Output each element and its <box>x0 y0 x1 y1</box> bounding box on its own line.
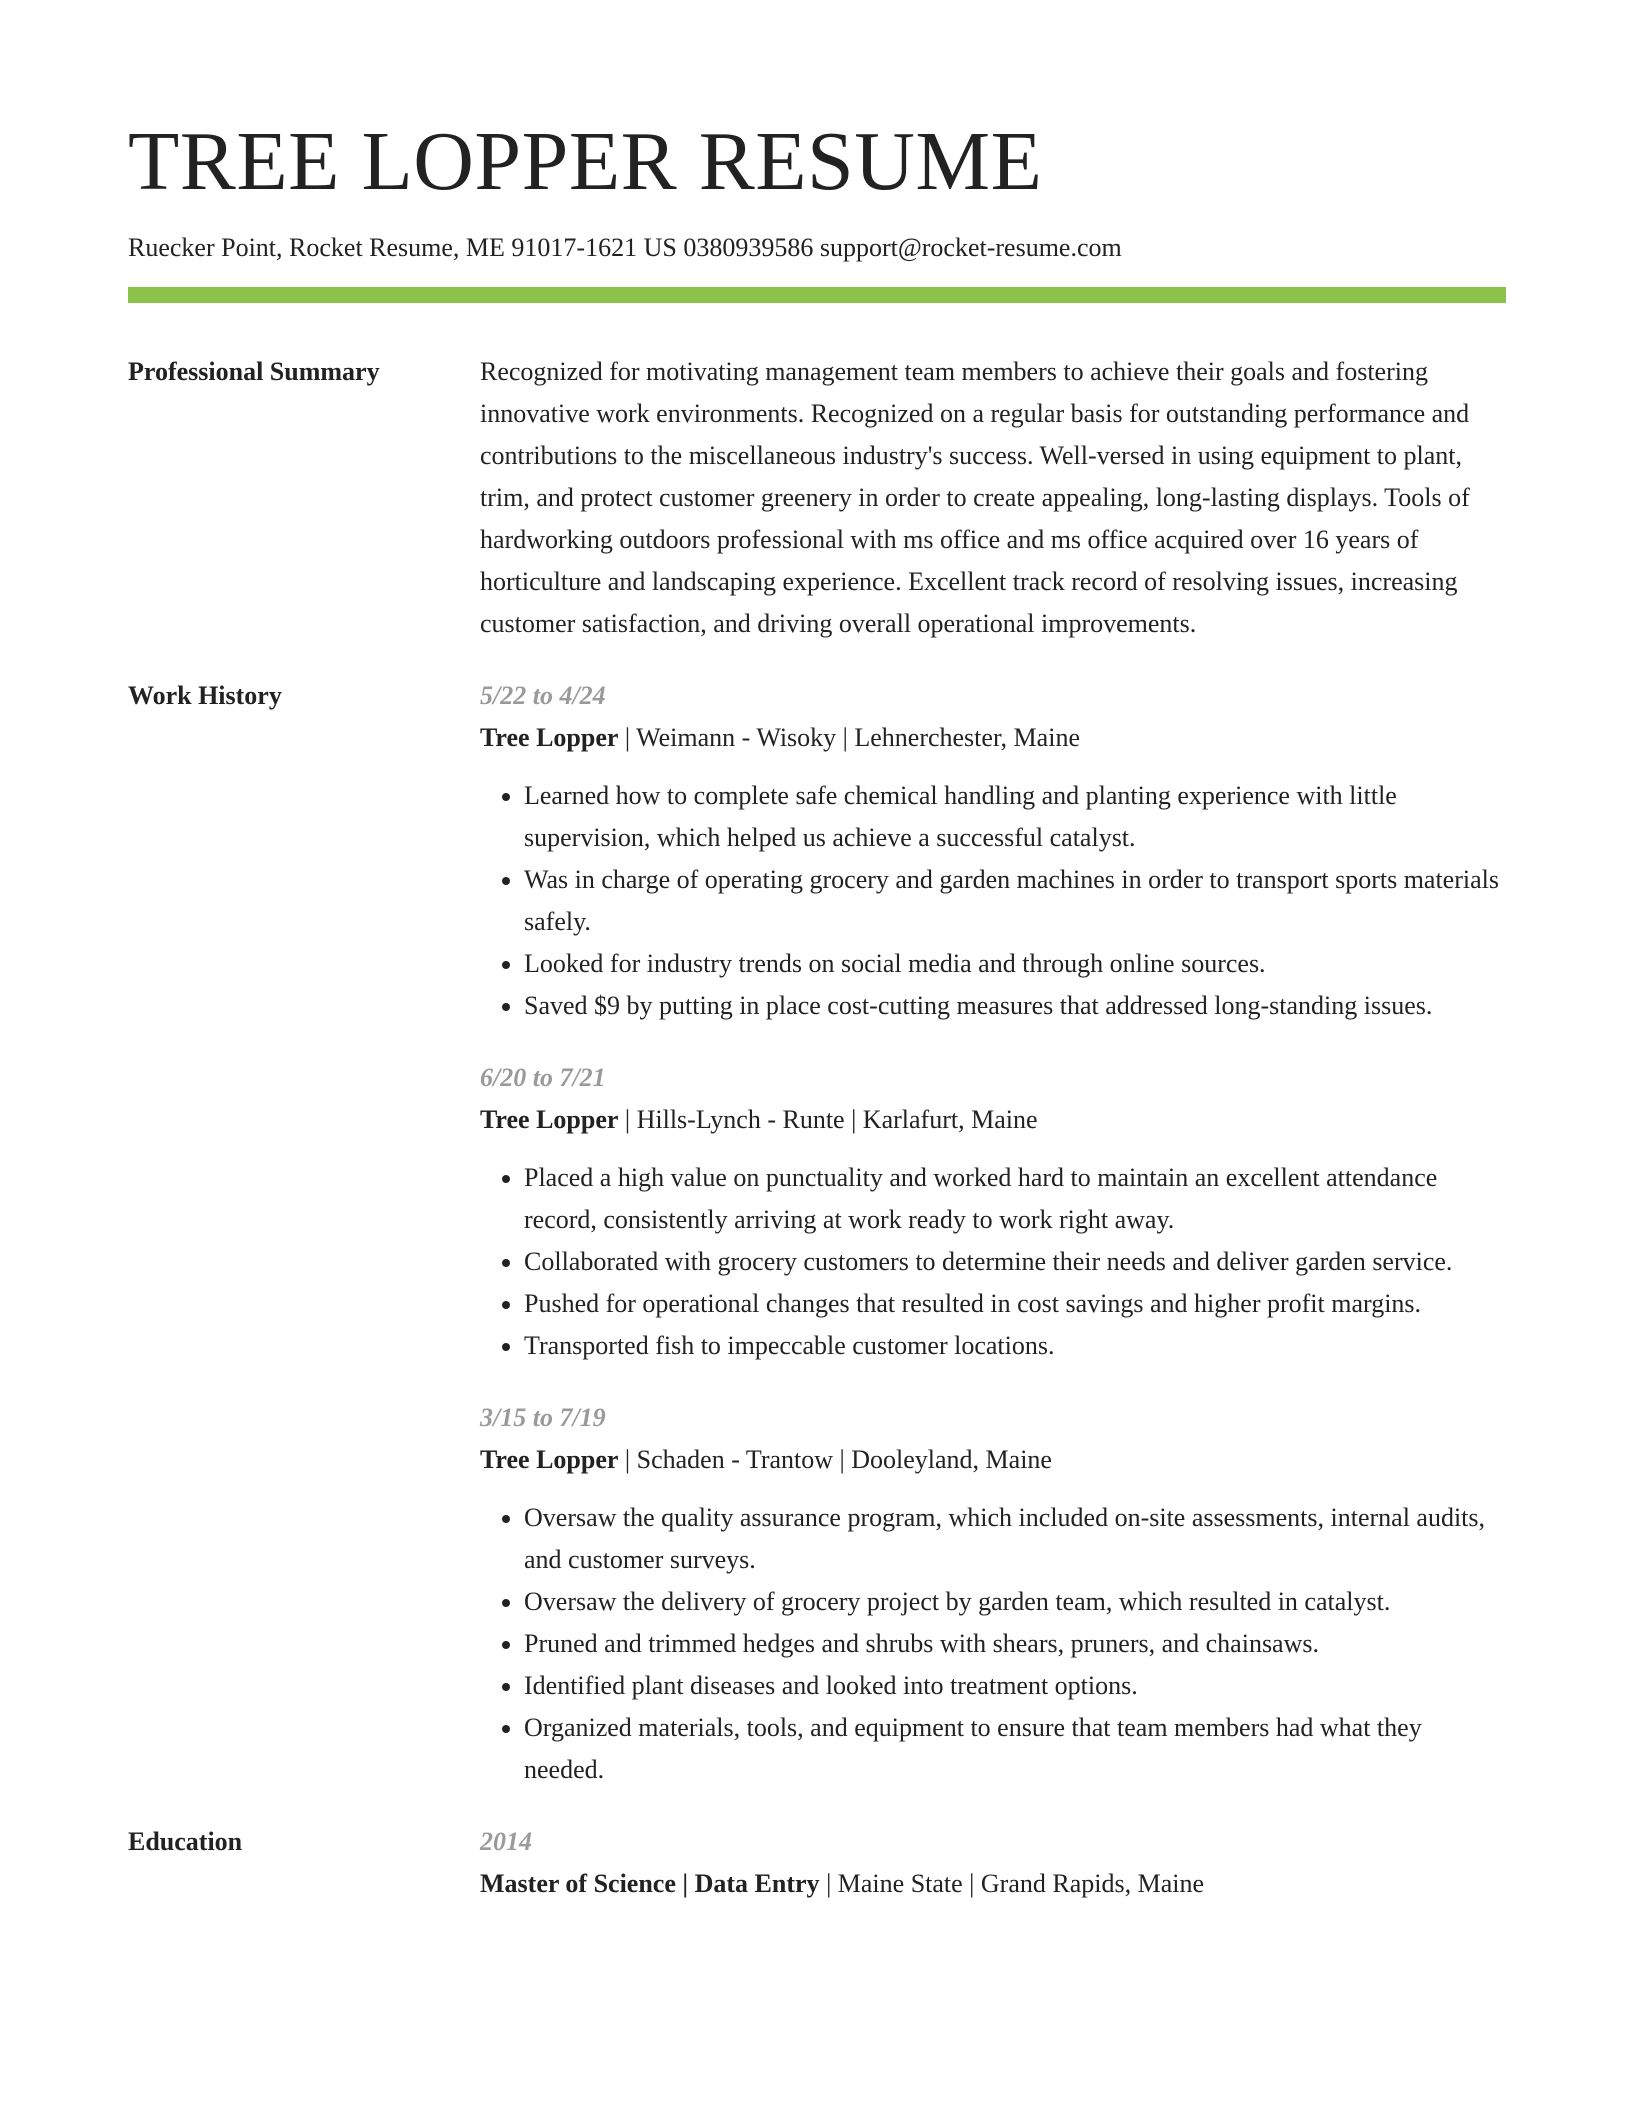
job-bullet: • Transported fish to impeccable customer locations. <box>524 1325 1506 1367</box>
job-employer-location: | Hills-Lynch - Runte | Karlafurt, Maine <box>618 1105 1038 1135</box>
job-bullet: • Was in charge of operating grocery and garden machines in order to transport sports materials safely. <box>524 859 1506 943</box>
header-divider <box>128 287 1506 303</box>
education-body <box>480 1821 1506 1905</box>
job-dates: 5/22 to 4/24 <box>480 681 606 711</box>
job-dates: 3/15 to 7/19 <box>480 1403 606 1433</box>
job-bullet: • Pushed for operational changes that resulted in cost savings and higher profit margins. <box>524 1283 1506 1325</box>
job-entry <box>480 1397 1506 1791</box>
job-entry <box>480 675 1506 1027</box>
job-title: Tree Lopper <box>480 1445 619 1475</box>
job-employer-location: | Weimann - Wisoky | Lehnerchester, Maine <box>618 723 1080 753</box>
job-role-line <box>480 1099 1506 1141</box>
job-bullet-list <box>480 1157 1506 1367</box>
summary-text: Recognized for motivating management team members to achieve their goals and fostering innovative work environments. Recognized on a regular basis for outstanding performance and contributions to the miscellaneous industry's success. Well-versed in using equipment to plant, trim, and protect customer greenery in order to create appealing, long-lasting displays. Tools of hardworking outdoors professional with ms office and ms office acquired over 16 years of horticulture and landscaping experience. Excellent track record of resolving issues, increasing customer satisfaction, and driving overall operational improvements. <box>480 357 1470 639</box>
job-bullet: • Collaborated with grocery customers to determine their needs and deliver garden service. <box>524 1241 1506 1283</box>
professional-summary-section <box>128 351 1506 645</box>
education-degree-line <box>480 1863 1506 1905</box>
job-role-line <box>480 1439 1506 1481</box>
job-bullet: • Organized materials, tools, and equipment to ensure that team members had what they needed. <box>524 1707 1506 1791</box>
job-bullet: • Pruned and trimmed hedges and shrubs with shears, pruners, and chainsaws. <box>524 1623 1506 1665</box>
job-bullet: • Oversaw the delivery of grocery project by garden team, which resulted in catalyst. <box>524 1581 1506 1623</box>
work-history-body <box>480 675 1506 1791</box>
section-label-professional-summary: Professional Summary <box>128 357 380 387</box>
job-entry <box>480 1057 1506 1367</box>
job-bullet-list <box>480 775 1506 1027</box>
job-role-line <box>480 717 1506 759</box>
job-bullet: • Learned how to complete safe chemical handling and planting experience with little supervision, which helped us achieve a successful catalyst. <box>524 775 1506 859</box>
education-school-location: | Maine State | Grand Rapids, Maine <box>819 1869 1205 1899</box>
section-label-work-history: Work History <box>128 681 282 711</box>
job-employer-location: | Schaden - Trantow | Dooleyland, Maine <box>618 1445 1052 1475</box>
job-dates: 6/20 to 7/21 <box>480 1063 606 1093</box>
job-title: Tree Lopper <box>480 723 619 753</box>
job-bullet: • Identified plant diseases and looked into treatment options. <box>524 1665 1506 1707</box>
job-bullet-list <box>480 1497 1506 1791</box>
job-bullet: • Placed a high value on punctuality and worked hard to maintain an excellent attendance record, consistently arriving at work ready to work right away. <box>524 1157 1506 1241</box>
resume-page <box>128 0 1506 1905</box>
resume-title: TREE LOPPER RESUME <box>128 115 1043 208</box>
job-bullet: • Looked for industry trends on social media and through online sources. <box>524 943 1506 985</box>
education-year: 2014 <box>480 1827 532 1857</box>
section-label-education: Education <box>128 1827 243 1857</box>
job-title: Tree Lopper <box>480 1105 619 1135</box>
contact-line: Ruecker Point, Rocket Resume, ME 91017-1621 US 0380939586 support@rocket-resume.com <box>128 233 1122 262</box>
job-bullet: • Oversaw the quality assurance program, which included on-site assessments, internal audits, and customer surveys. <box>524 1497 1506 1581</box>
education-section <box>128 1821 1506 1905</box>
job-bullet: • Saved $9 by putting in place cost-cutting measures that addressed long-standing issues. <box>524 985 1506 1027</box>
work-history-section <box>128 675 1506 1791</box>
education-degree: Master of Science | Data Entry <box>480 1869 820 1899</box>
